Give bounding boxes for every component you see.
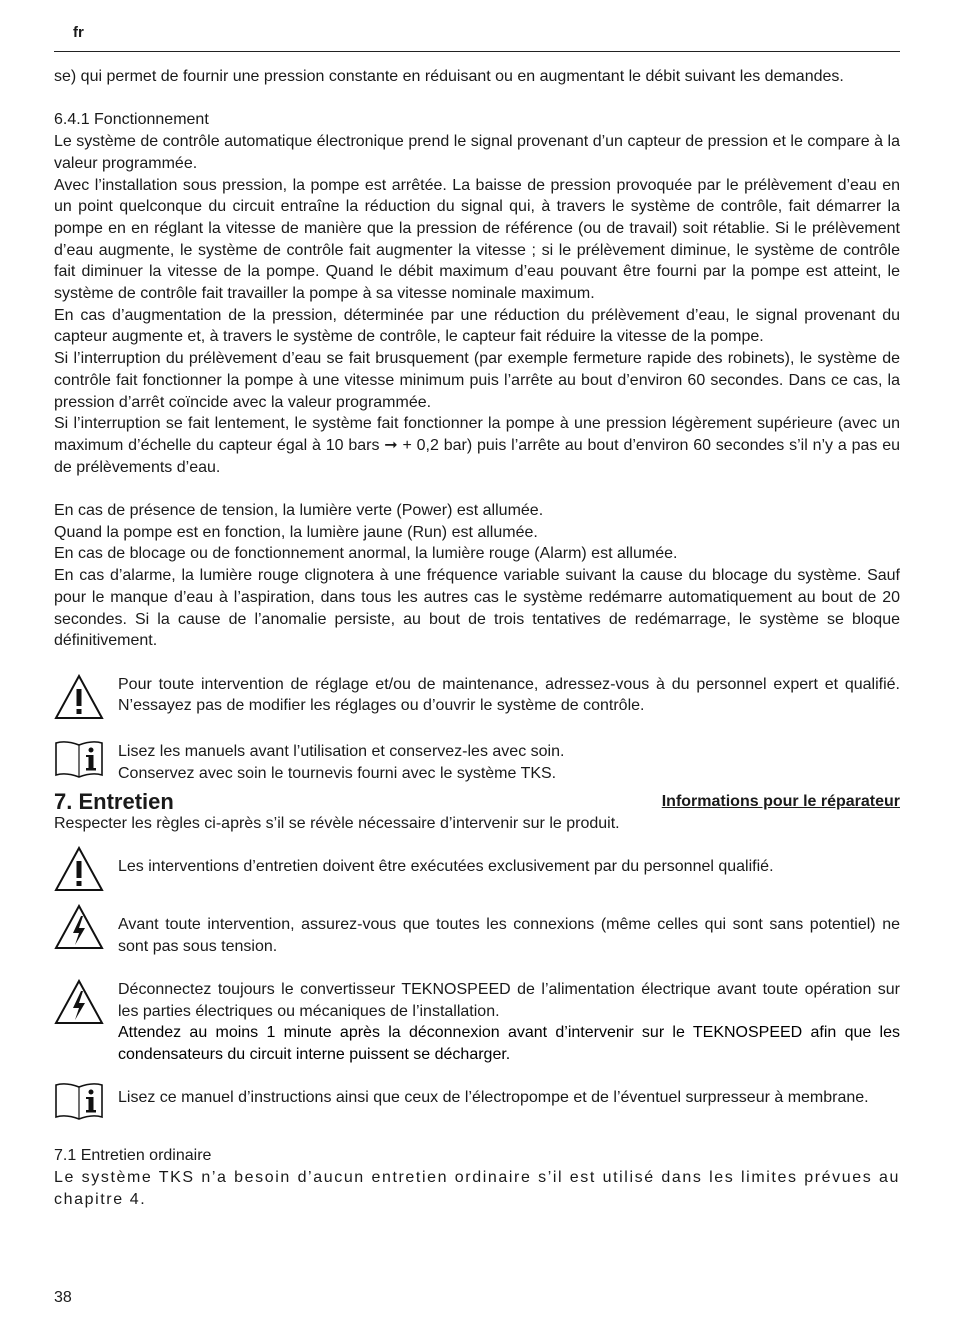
intro-text: se) qui permet de fournir une pression constante en réduisant ou en augmentant le débit suivant les demandes. [54,68,844,85]
section-7-lead: Respecter les règles ci-après s’il se révèle nécessaire d’intervenir sur le produit. [54,814,620,832]
manual-info-icon [54,741,118,781]
info-text [118,741,900,784]
electric-hazard-icon [54,914,118,950]
paragraph: Si l’interruption se fait lentement, le système fait fonctionner la pompe à une pression légèrement supérieure (avec un maximum d’échelle du capteur égal à 10 bars ➞ + 0,2 bar) puis l’arrête au bout d’environ 60 secondes s’il n’y a pas eu de prélèvements d’eau. [54,415,900,476]
section-7-header [54,787,900,813]
paragraph: Avec l’installation sous pression, la pompe est arrêtée. La baisse de pression provoquée par le prélèvement d’eau en un point quelconque du circuit entraîne la réduction du signal qui, à travers le système de contrôle, fait démarrer la pompe en en réglant la vitesse de manière que la pression de référence (ou de travail) soit rétablie. Si le prélèvement d’eau augmente, le système de contrôle fait augmenter la vitesse ; si le prélèvement diminue, le système de contrôle fait diminuer la vitesse de la pompe. Quand le débit maximum d’eau pouvant être fourni par la pompe est atteint, le système de contrôle fait travailler la pompe à sa vitesse nominale maximum. [54,176,900,303]
maintenance-warning-note [54,856,900,892]
paragraph: En cas d’augmentation de la pression, déterminée par une réduction du prélèvement d’eau, le signal provenant du capteur augmente et, à travers le système de contrôle, le capteur fait réduire la vitesse de la pompe. [54,306,900,346]
alarm-behavior: En cas d’alarme, la lumière rouge clignotera à une fréquence variable suivant la cause du blocage du système. Sauf pour le manque d’eau à l’aspiration, dans tous les autres cas le système redémarre automatiquement au bout de 20 secondes. Si la cause de l’anomalie persiste, au bout de trois tentatives de redémarrage, le système se bloque définitivement. [54,567,900,650]
light-run: Quand la pompe est en fonction, la lumière jaune (Run) est allumée. [54,523,538,541]
section-7-title: 7. Entretien [54,789,174,815]
manual-info-icon [54,1087,118,1123]
electric-note-1 [54,914,900,957]
electric-note-2 [54,979,900,1066]
info-note [54,741,900,784]
light-alarm: En cas de blocage ou de fonctionnement anormal, la lumière rouge (Alarm) est allumée. [54,545,678,563]
info-line: Lisez les manuels avant l’utilisation et conservez-les avec soin. [118,743,565,761]
page-number: 38 [54,1289,72,1306]
warning-icon [54,856,118,892]
warning-text: Pour toute intervention de réglage et/ou de maintenance, adressez-vous à du personnel expert et qualifié. N’essayez pas de modifier les réglages ou d’ouvrir le système de contrôle. [118,675,900,715]
language-tag: fr [73,24,84,41]
electric-text-1: Avant toute intervention, assurez-vous que toutes les connexions (même celles qui sont sans potentiel) ne sont pas sous tension. [118,915,900,955]
info-line: Conservez avec soin le tournevis fourni avec le système TKS. [118,765,557,783]
manual-info-note [54,1087,900,1123]
manual-info-text: Lisez ce manuel d’instructions ainsi que ceux de l’électropompe et de l’éventuel surpresseur à membrane. [118,1089,869,1107]
paragraph: Le système de contrôle automatique électronique prend le signal provenant d’un capteur de pression et le compare à la valeur programmée. [54,133,900,172]
section-641-title: 6.4.1 Fonctionnement [54,111,209,129]
electric-hazard-icon [54,979,118,1025]
header-rule [54,51,900,52]
section-71-text: Le système TKS n’a besoin d’aucun entretien ordinaire s’il est utilisé dans les limites prévues au chapitre 4. [54,1168,900,1208]
electric-disconnect-text: Déconnectez toujours le convertisseur TEKNOSPEED de l’alimentation électrique avant toute opération sur les parties électriques ou mécaniques de l’installation. [118,980,900,1020]
repair-info-label: Informations pour le réparateur [661,793,900,811]
electric-wait-text: Attendez au moins 1 minute après la déconnexion avant d’intervenir sur le TEKNOSPEED afin que les condensateurs du circuit interne puissent se décharger. [118,1024,900,1064]
light-power: En cas de présence de tension, la lumière verte (Power) est allumée. [54,502,544,520]
paragraph: Si l’interruption du prélèvement d’eau se fait brusquement (par exemple fermeture rapide des robinets), le système de contrôle fait fonctionner la pompe à une vitesse minimum puis l’arrête au bout d’environ 60 secondes. Dans ce cas, la pression d’arrêt coïncide avec la valeur programmée. [54,350,900,411]
maintenance-warning-text: Les interventions d’entretien doivent être exécutées exclusivement par du personnel qualifié. [118,858,774,876]
page-content [54,66,900,1210]
section-71-title: 7.1 Entretien ordinaire [54,1147,212,1165]
electric-text-2 [118,979,900,1066]
warning-note [54,674,900,720]
warning-icon [54,674,118,720]
